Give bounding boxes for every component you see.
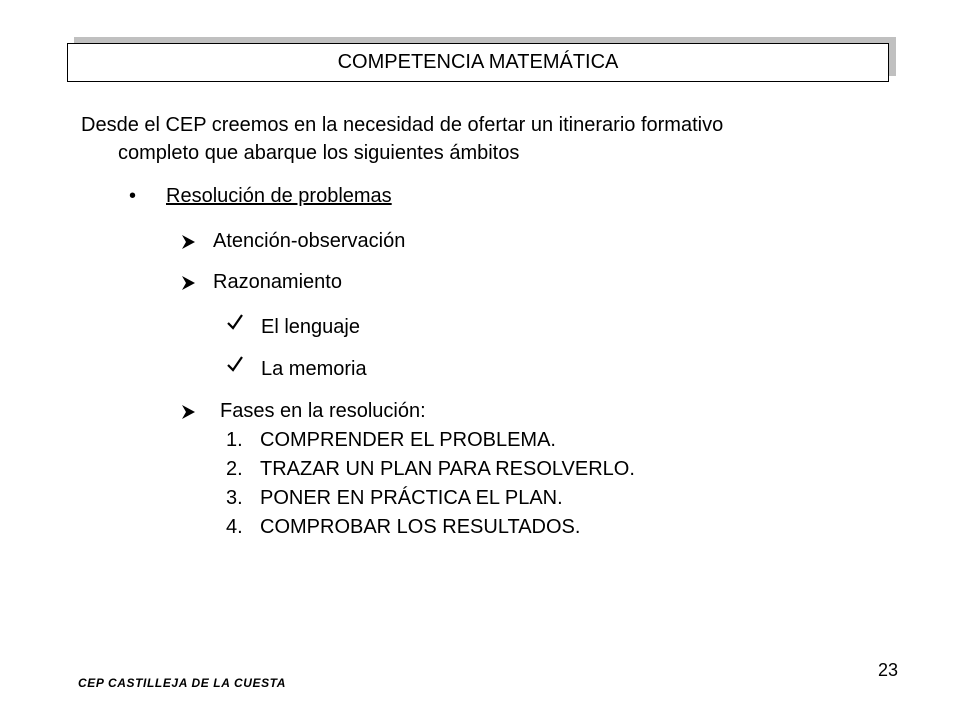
- phase-step: COMPROBAR LOS RESULTADOS.: [260, 516, 581, 538]
- phase-number: 3.: [226, 487, 243, 509]
- slide-title-text: COMPETENCIA MATEMÁTICA: [337, 51, 619, 73]
- intro-line-1: Desde el CEP creemos en la necesidad de ofertar un itinerario formativo: [81, 114, 724, 136]
- arrow-bullet-icon: [180, 275, 196, 291]
- checkmark-icon: [226, 313, 244, 331]
- checkmark-icon: [226, 355, 244, 373]
- check-item-memoria: La memoria: [261, 358, 367, 380]
- intro-line-2: completo que abarque los siguientes ámbitos: [118, 142, 520, 164]
- phase-step: PONER EN PRÁCTICA EL PLAN.: [260, 487, 563, 509]
- slide-title: [67, 43, 889, 82]
- footer-text: CEP CASTILLEJA DE LA CUESTA: [78, 676, 286, 690]
- phase-number: 4.: [226, 516, 243, 538]
- phase-number: 2.: [226, 458, 243, 480]
- bullet-resolucion: Resolución de problemas: [166, 185, 392, 207]
- check-item-lenguaje: El lenguaje: [261, 316, 360, 338]
- subitem-razonamiento: Razonamiento: [213, 271, 342, 293]
- phase-step: TRAZAR UN PLAN PARA RESOLVERLO.: [260, 458, 635, 480]
- phases-heading: Fases en la resolución:: [220, 400, 426, 422]
- arrow-bullet-icon: [180, 404, 196, 420]
- phase-number: 1.: [226, 429, 243, 451]
- bullet-dot-icon: •: [129, 185, 137, 207]
- phase-step: COMPRENDER EL PROBLEMA.: [260, 429, 556, 451]
- subitem-atencion: Atención-observación: [213, 230, 406, 252]
- arrow-bullet-icon: [180, 234, 196, 250]
- page-number: 23: [878, 660, 899, 680]
